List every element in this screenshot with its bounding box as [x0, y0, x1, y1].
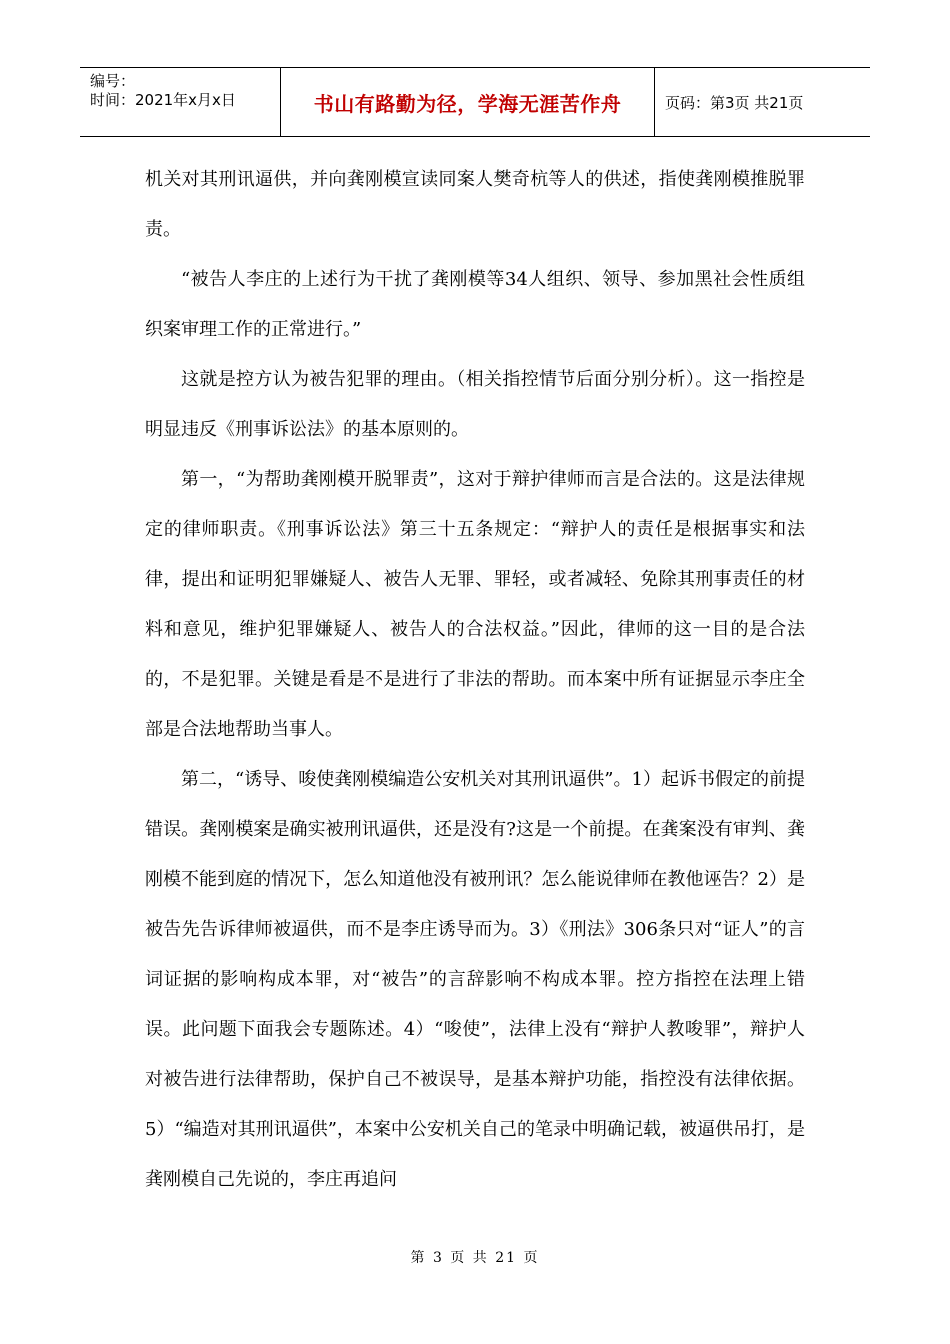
page-footer: 第 3 页 共 21 页: [410, 1250, 540, 1266]
paragraph: “被告人李庄的上述行为干扰了龚刚模等34人组织、领导、参加黑社会性质组织案审理工作的正常进行。”: [145, 269, 805, 340]
document-date: 时间：2021年x月x日: [90, 91, 236, 109]
page-header: [80, 67, 870, 137]
header-page-info: 页码：第3页 共21页: [665, 93, 804, 112]
paragraph: 第二，“诱导、唆使龚刚模编造公安机关对其刑讯逼供”。1）起诉书假定的前提错误。龚刚模案是确实被刑讯逼供，还是没有?这是一个前提。在龚案没有审判、龚刚模不能到庭的情况下，怎么知道他没有被刑讯？怎么能说律师在教他诬告？2）是被告先告诉律师被逼供，而不是李庄诱导而为。3）《刑法》306条只对“证人”的言词证据的影响构成本罪，对“被告”的言辞影响不构成本罪。控方指控在法理上错误。此问题下面我会专题陈述。4）“唆使”，法律上没有“辩护人教唆罪”，辩护人对被告进行法律帮助，保护自己不被误导，是基本辩护功能，指控没有法律依据。5）“编造对其刑讯逼供”，本案中公安机关自己的笔录中明确记载，被逼供吊打，是龚刚模自己先说的，李庄再追问: [145, 769, 805, 1190]
paragraph: 机关对其刑讯逼供，并向龚刚模宣读同案人樊奇杭等人的供述，指使龚刚模推脱罪责。: [145, 169, 805, 240]
paragraph: 第一，“为帮助龚刚模开脱罪责”，这对于辩护律师而言是合法的。这是法律规定的律师职责。《刑事诉讼法》第三十五条规定：“辩护人的责任是根据事实和法律，提出和证明犯罪嫌疑人、被告人无罪、罪轻，或者减轻、免除其刑事责任的材料和意见，维护犯罪嫌疑人、被告人的合法权益。”因此，律师的这一目的是合法的，不是犯罪。关键是看是不是进行了非法的帮助。而本案中所有证据显示李庄全部是合法地帮助当事人。: [145, 469, 805, 740]
header-meta: [80, 68, 281, 136]
header-motto: 书山有路勤为径，学海无涯苦作舟: [281, 68, 655, 136]
document-number-label: 编号：: [90, 72, 136, 90]
document-body: [145, 155, 805, 1205]
paragraph: 这就是控方认为被告犯罪的理由。（相关指控情节后面分别分析）。这一指控是明显违反《刑事诉讼法》的基本原则的。: [145, 369, 805, 440]
